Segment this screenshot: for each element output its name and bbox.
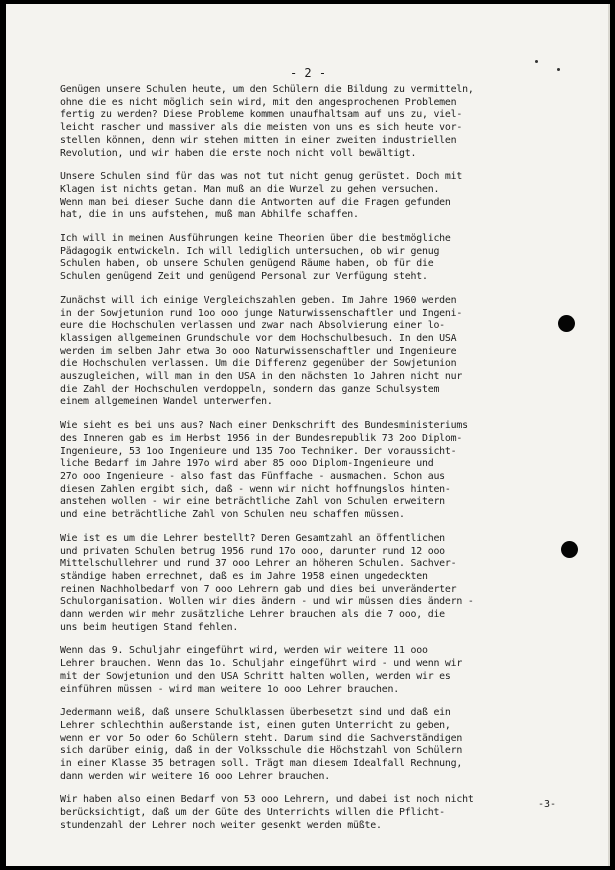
text-line: Jedermann weiß, daß unsere Schulklassen überbesetzt sind und daß ein	[60, 707, 451, 719]
paragraph	[60, 645, 590, 696]
text-line: einem allgemeinen Wandel unterwerfen.	[60, 396, 273, 408]
text-line: Ingenieure, 53 1oo Ingenieure und 135 7oo Techniker. Der voraussicht-	[60, 445, 457, 457]
text-line: Wie sieht es bei uns aus? Nach einer Denkschrift des Bundesministeriums	[60, 420, 468, 432]
text-line: die Zahl der Hochschulen verdoppeln, sondern das ganze Schulsystem	[60, 383, 440, 395]
text-line: Schulen haben, ob unsere Schulen genügend Räume haben, ob für die	[60, 258, 434, 270]
text-line: die Hochschulen verlassen. Um die Differenz gegenüber der Sowjetunion	[60, 358, 457, 370]
text-line: berücksichtigt, daß um der Güte des Unterrichts willen die Pflicht-	[60, 807, 445, 819]
paragraph	[60, 295, 590, 409]
text-line: mit der Sowjetunion und den USA Schritt halten wollen, werden wir es	[60, 670, 451, 682]
text-line: Wenn man bei dieser Suche dann die Antworten auf die Fragen gefunden	[60, 196, 451, 208]
paragraph	[60, 84, 590, 160]
text-line: auszugleichen, will man in den USA in den nächsten 1o Jahren nicht nur	[60, 371, 463, 383]
text-line: einführen müssen - wird man weitere 1o ooo Lehrer brauchen.	[60, 683, 399, 695]
paragraph	[60, 707, 590, 783]
text-line: diesen Zahlen ergibt sich, daß - wenn wir nicht hoffnungslos hinten-	[60, 483, 451, 495]
text-line: Wir haben also einen Bedarf von 53 ooo Lehrern, und dabei ist noch nicht	[60, 794, 474, 806]
text-line: Revolution, und wir haben die erste noch nicht voll bewältigt.	[60, 147, 417, 159]
text-line: sich darüber einig, daß in der Volksschule die Höchstzahl von Schülern	[60, 745, 463, 757]
text-line: 27o ooo Ingenieure - also fast das Fünffache - ausmachen. Schon aus	[60, 470, 445, 482]
text-line: in einer Klasse 35 betragen soll. Trägt man diesem Idealfall Rechnung,	[60, 758, 463, 770]
text-line: Klagen ist nichts getan. Man muß an die Wurzel zu gehen versuchen.	[60, 183, 440, 195]
text-line: und privaten Schulen betrug 1956 rund 17o ooo, darunter rund 12 ooo	[60, 545, 445, 557]
text-line: liche Bedarf im Jahre 197o wird aber 85 ooo Diplom-Ingenieure und	[60, 458, 434, 470]
text-line: reinen Nachholbedarf von 7 ooo Lehrern gab und dies bei unveränderter	[60, 583, 457, 595]
text-line: Pädagogik entwickeln. Ich will lediglich untersuchen, ob wir genug	[60, 245, 440, 257]
text-line: anstehen wollen - wir eine beträchtliche Zahl von Schulen erweitern	[60, 496, 445, 508]
text-line: dann werden wir mehr zusätzliche Lehrer brauchen als die 7 ooo, die	[60, 609, 445, 621]
text-line: Wie ist es um die Lehrer bestellt? Deren Gesamtzahl an öffentlichen	[60, 532, 445, 544]
paragraph	[60, 171, 590, 222]
text-line: Mittelschullehrer und rund 37 ooo Lehrer an höheren Schulen. Sachver-	[60, 558, 457, 570]
page-number: - 2 -	[289, 66, 327, 80]
speck	[557, 68, 560, 71]
speck	[535, 60, 538, 63]
text-line: Ich will in meinen Ausführungen keine Theorien über die bestmögliche	[60, 233, 451, 245]
text-line: Schulen genügend Zeit und genügend Personal zur Verfügung steht.	[60, 271, 428, 283]
text-line: wenn er vor 5o oder 6o Schülern steht. Darum sind die Sachverständigen	[60, 732, 463, 744]
next-page-marker: -3-	[538, 799, 557, 810]
text-line: stundenzahl der Lehrer noch weiter gesenkt werden müßte.	[60, 819, 382, 831]
document-page	[6, 4, 610, 866]
text-line: fertig zu werden? Diese Probleme kommen unaufhaltsam auf uns zu, viel-	[60, 109, 463, 121]
paragraph	[60, 233, 590, 284]
paragraph	[60, 794, 590, 832]
text-line: Schulorganisation. Wollen wir dies ändern - und wir müssen dies ändern -	[60, 596, 474, 608]
text-line: des Inneren gab es im Herbst 1956 in der Bundesrepublik 73 2oo Diplom-	[60, 432, 463, 444]
text-line: Zunächst will ich einige Vergleichszahlen geben. Im Jahre 1960 werden	[60, 294, 457, 306]
text-line: eure die Hochschulen verlassen und zwar nach Absolvierung einer lo-	[60, 320, 445, 332]
text-line: und eine beträchtliche Zahl von Schulen neu schaffen müssen.	[60, 509, 405, 521]
text-line: Lehrer schlechthin außerstande ist, einen guten Unterricht zu geben,	[60, 719, 451, 731]
text-line: ohne die es nicht möglich sein wird, mit den angesprochenen Problemen	[60, 96, 457, 108]
text-line: hat, die in uns aufstehen, muß man Abhilfe schaffen.	[60, 209, 359, 221]
punch-hole	[561, 541, 578, 558]
paragraph	[60, 420, 590, 522]
paragraph	[60, 533, 590, 635]
text-line: ständige haben errechnet, daß es im Jahre 1958 einen ungedeckten	[60, 570, 428, 582]
text-line: klassigen allgemeinen Grundschule vor dem Hochschulbesuch. In den USA	[60, 332, 457, 344]
text-line: werden im selben Jahr etwa 3o ooo Naturwissenschaftler und Ingenieure	[60, 345, 457, 357]
text-line: stellen können, denn wir stehen mitten in einer zweiten industriellen	[60, 134, 457, 146]
text-line: Unsere Schulen sind für das was not tut nicht genug gerüstet. Doch mit	[60, 171, 463, 183]
text-line: in der Sowjetunion rund 1oo ooo junge Naturwissenschaftler und Ingeni-	[60, 307, 463, 319]
text-line: uns beim heutigen Stand fehlen.	[60, 621, 239, 633]
punch-hole	[558, 315, 575, 332]
text-line: Genügen unsere Schulen heute, um den Schülern die Bildung zu vermitteln,	[60, 84, 474, 95]
text-line: Wenn das 9. Schuljahr eingeführt wird, werden wir weitere 11 ooo	[60, 645, 428, 657]
document-body	[60, 84, 590, 844]
text-line: leicht rascher und massiver als die meisten von uns es sich heute vor-	[60, 122, 463, 134]
text-line: dann werden wir weitere 16 ooo Lehrer brauchen.	[60, 770, 331, 782]
text-line: Lehrer brauchen. Wenn das 1o. Schuljahr eingeführt wird - und wenn wir	[60, 658, 463, 670]
